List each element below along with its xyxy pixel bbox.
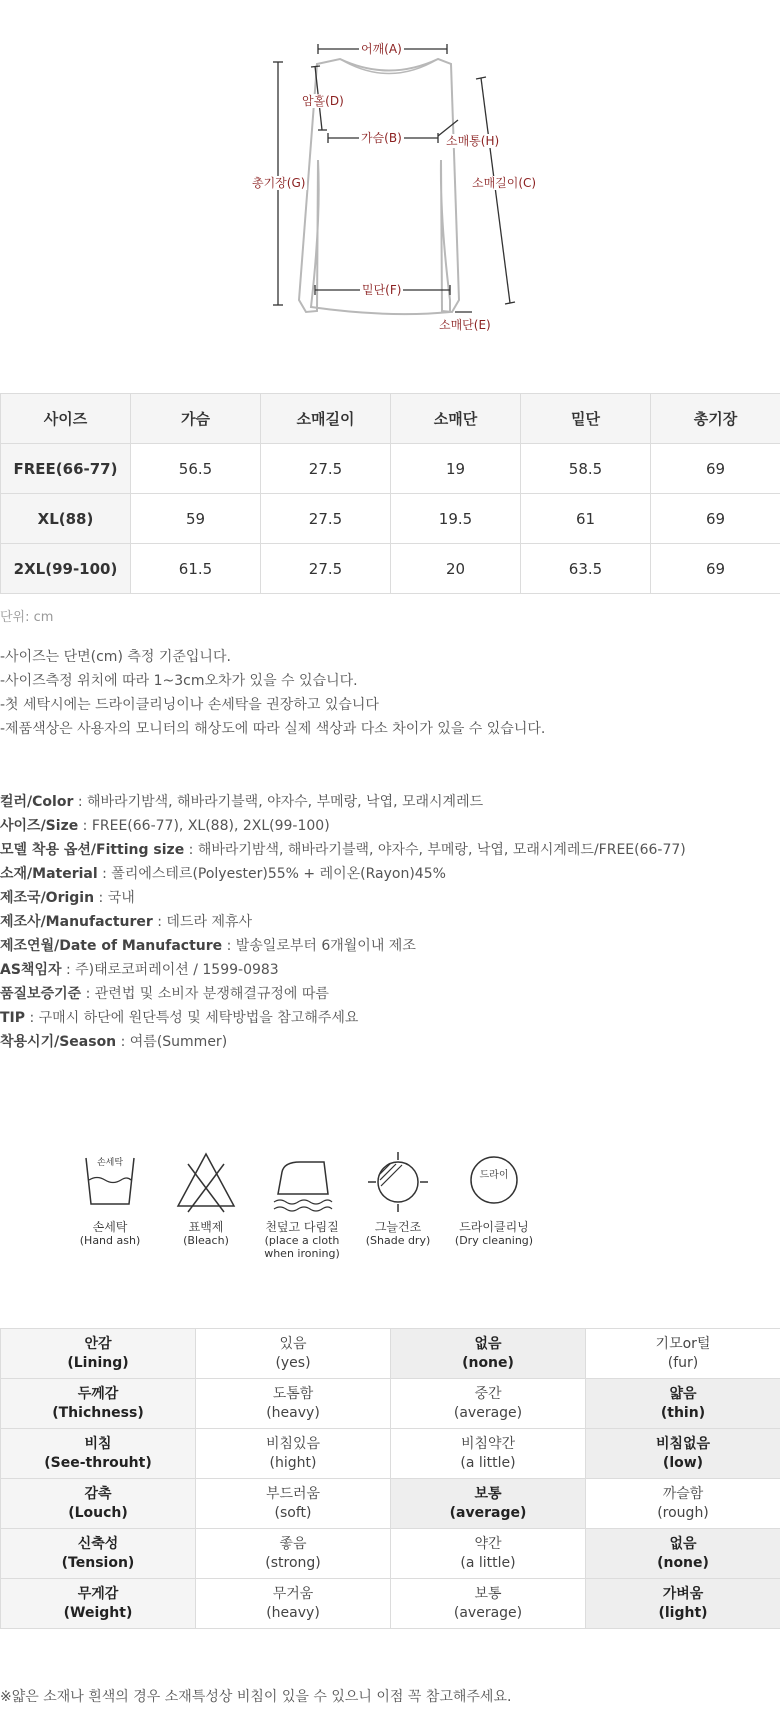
option-en: (average) — [449, 1504, 527, 1521]
spec-value: : 해바라기밤색, 해바라기블랙, 야자수, 부메랑, 낙엽, 모래시계레드 — [73, 794, 484, 810]
table-row — [1, 1379, 780, 1429]
spec-key: 모델 착용 옵션/Fitting size — [0, 842, 185, 858]
spec-value: : 해바라기밤색, 해바라기블랙, 야자수, 부메랑, 낙엽, 모래시계레드/FREE(66-77) — [184, 842, 686, 858]
sleeve-width-label: 소매통(H) — [446, 134, 500, 148]
sleeve-length-cell: 27.5 — [261, 444, 391, 494]
size-diagram — [0, 0, 780, 380]
care-label-ko: 그늘건조 — [374, 1220, 422, 1234]
table-row — [1, 544, 780, 594]
option-ko: 있음 — [279, 1335, 307, 1352]
property-option — [196, 1529, 391, 1579]
spec-key: 착용시기/Season — [0, 1034, 117, 1050]
product-specs — [0, 790, 686, 1054]
spec-row-season — [0, 1030, 686, 1054]
property-head-lining — [1, 1329, 196, 1379]
hem-cell: 61 — [521, 494, 651, 544]
property-head-see-through — [1, 1429, 196, 1479]
option-en: (heavy) — [266, 1604, 320, 1621]
unit-note: 단위: cm — [0, 610, 54, 625]
spec-value: : 데드라 제휴사 — [152, 914, 253, 930]
spec-key: 사이즈/Size — [0, 818, 79, 834]
care-label-ko: 손세탁 — [92, 1220, 128, 1234]
total-length-label: 총기장(G) — [252, 176, 306, 190]
spec-key: 소재/Material — [0, 866, 98, 882]
hand-wash-icon-text: 손세탁 — [96, 1158, 124, 1168]
option-ko: 중간 — [474, 1385, 502, 1402]
care-label-en: (Dry cleaning) — [454, 1234, 534, 1247]
size-cell: 2XL(99-100) — [1, 544, 131, 594]
property-head-weight — [1, 1579, 196, 1629]
property-name-ko: 신축성 — [77, 1535, 119, 1552]
property-option — [391, 1579, 586, 1629]
option-ko: 무거움 — [272, 1585, 314, 1602]
option-en: (thin) — [660, 1404, 706, 1421]
option-en: (heavy) — [266, 1404, 320, 1421]
chest-cell: 59 — [131, 494, 261, 544]
size-cell: FREE(66-77) — [1, 444, 131, 494]
property-head-tension — [1, 1529, 196, 1579]
spec-value: : 구매시 하단에 원단특성 및 세탁방법을 참고해주세요 — [25, 1010, 359, 1026]
chest-cell: 56.5 — [131, 444, 261, 494]
option-ko: 기모or털 — [655, 1335, 711, 1352]
option-en: (strong) — [265, 1554, 321, 1571]
option-en: (fur) — [667, 1354, 699, 1371]
table-row — [1, 1579, 780, 1629]
property-option-selected — [586, 1379, 780, 1429]
property-name-en: (Tension) — [61, 1554, 135, 1571]
fabric-properties-table — [0, 1328, 780, 1629]
property-name-ko: 두께감 — [77, 1385, 119, 1402]
spec-row-origin — [0, 886, 686, 910]
care-hand-wash — [60, 1150, 160, 1247]
care-dry-clean — [444, 1150, 544, 1247]
spec-row-color — [0, 790, 686, 814]
cuff-cell: 19 — [391, 444, 521, 494]
spec-row-size — [0, 814, 686, 838]
option-ko: 가벼움 — [662, 1585, 704, 1602]
spec-key: TIP — [0, 1010, 26, 1026]
care-label-en: (place a cloth when ironing) — [264, 1234, 340, 1260]
option-en: (hight) — [269, 1454, 317, 1471]
property-option-selected — [391, 1329, 586, 1379]
hem-label: 밑단(F) — [362, 283, 402, 297]
sleeve-length-cell: 27.5 — [261, 544, 391, 594]
care-label-en: (Bleach) — [183, 1234, 229, 1247]
size-table — [0, 393, 780, 594]
hand-wash-icon — [80, 1150, 140, 1214]
shade-dry-icon — [366, 1150, 430, 1214]
option-ko: 까슬함 — [662, 1485, 704, 1502]
spec-row-tip — [0, 1006, 686, 1030]
property-option — [586, 1329, 780, 1379]
option-en: (low) — [662, 1454, 704, 1471]
care-no-bleach — [156, 1150, 256, 1247]
property-name-ko: 안감 — [84, 1335, 112, 1352]
spec-key: 제조국/Origin — [0, 890, 95, 906]
property-option — [586, 1479, 780, 1529]
garment-outline-illustration — [0, 0, 780, 380]
option-en: (none) — [657, 1554, 709, 1571]
option-en: (none) — [462, 1354, 514, 1371]
option-ko: 없음 — [474, 1335, 502, 1352]
care-instructions — [60, 1150, 560, 1270]
spec-row-fitting-size — [0, 838, 686, 862]
header-sleeve-length: 소매길이 — [261, 394, 391, 444]
property-head-touch — [1, 1479, 196, 1529]
property-option-selected — [586, 1579, 780, 1629]
armhole-label: 암홀(D) — [302, 94, 344, 108]
option-ko: 비침있음 — [265, 1435, 321, 1452]
property-option — [391, 1529, 586, 1579]
size-notes — [0, 645, 545, 741]
spec-value: : 여름(Summer) — [116, 1034, 228, 1050]
option-en: (average) — [453, 1604, 523, 1621]
property-option — [196, 1379, 391, 1429]
care-label-ko: 드라이클리닝 — [459, 1220, 529, 1234]
option-ko: 없음 — [669, 1535, 697, 1552]
property-name-en: (Thichness) — [52, 1404, 144, 1421]
care-label-en: (Shade dry) — [365, 1234, 431, 1247]
table-row — [1, 1529, 780, 1579]
option-en: (a little) — [460, 1454, 516, 1471]
spec-value: : 주)태로코퍼레이션 / 1599-0983 — [61, 962, 279, 978]
spec-key: AS책임자 — [0, 962, 62, 978]
dry-clean-icon-text: 드라이 — [479, 1170, 509, 1181]
hem-cell: 63.5 — [521, 544, 651, 594]
table-row — [1, 1329, 780, 1379]
header-size: 사이즈 — [1, 394, 131, 444]
dry-clean-icon — [462, 1150, 526, 1214]
care-label-en: (Hand ash) — [79, 1234, 141, 1247]
table-row — [1, 444, 780, 494]
spec-value: : 관련법 및 소비자 분쟁해결규정에 따름 — [81, 986, 329, 1002]
spec-key: 품질보증기준 — [0, 986, 82, 1002]
property-name-en: (Lining) — [67, 1354, 129, 1371]
shoulder-label: 어깨(A) — [361, 42, 402, 56]
spec-key: 제조연월/Date of Manufacture — [0, 938, 223, 954]
spec-value: : 발송일로부터 6개월이내 제조 — [222, 938, 416, 954]
property-name-ko: 비침 — [84, 1435, 112, 1452]
property-option — [196, 1429, 391, 1479]
cuff-cell: 19.5 — [391, 494, 521, 544]
hem-cell: 58.5 — [521, 444, 651, 494]
sleeve-length-label: 소매길이(C) — [472, 176, 537, 190]
spec-key: 컬러/Color — [0, 794, 74, 810]
care-iron — [252, 1150, 352, 1260]
option-en: (light) — [658, 1604, 708, 1621]
spec-value: : 폴리에스테르(Polyester)55% + 레이온(Rayon)45% — [97, 866, 446, 882]
cuff-label: 소매단(E) — [439, 318, 491, 332]
property-option-selected — [586, 1429, 780, 1479]
total-length-cell: 69 — [651, 544, 780, 594]
spec-row-manufacturer — [0, 910, 686, 934]
property-name-en: (See-throuht) — [44, 1454, 152, 1471]
property-name-en: (Weight) — [63, 1604, 133, 1621]
total-length-cell: 69 — [651, 444, 780, 494]
header-cuff: 소매단 — [391, 394, 521, 444]
spec-value: : 국내 — [94, 890, 135, 906]
property-option — [196, 1579, 391, 1629]
iron-icon — [270, 1150, 334, 1214]
header-chest: 가슴 — [131, 394, 261, 444]
property-option — [391, 1379, 586, 1429]
sleeve-length-cell: 27.5 — [261, 494, 391, 544]
spec-row-quality — [0, 982, 686, 1006]
footer-note: ※얇은 소재나 흰색의 경우 소재특성상 비침이 있을 수 있으니 이점 꼭 참고해주세요. — [0, 1689, 512, 1705]
option-ko: 도톰함 — [272, 1385, 314, 1402]
option-ko: 약간 — [474, 1535, 502, 1552]
property-head-thickness — [1, 1379, 196, 1429]
property-option — [391, 1429, 586, 1479]
note-line: -제품색상은 사용자의 모니터의 해상도에 따라 실제 색상과 다소 차이가 있을 수 있습니다. — [0, 721, 546, 737]
property-name-ko: 감촉 — [84, 1485, 112, 1502]
care-label-ko: 표백제 — [188, 1220, 224, 1234]
chest-cell: 61.5 — [131, 544, 261, 594]
header-hem: 밑단 — [521, 394, 651, 444]
option-en: (yes) — [275, 1354, 311, 1371]
total-length-cell: 69 — [651, 494, 780, 544]
size-table-header-row — [1, 394, 780, 444]
option-ko: 좋음 — [279, 1535, 307, 1552]
option-ko: 보통 — [474, 1585, 502, 1602]
table-row — [1, 1479, 780, 1529]
property-option-selected — [586, 1529, 780, 1579]
property-name-en: (Louch) — [68, 1504, 128, 1521]
option-ko: 비침없음 — [655, 1435, 711, 1452]
property-option — [196, 1479, 391, 1529]
option-en: (soft) — [274, 1504, 312, 1521]
property-option-selected — [391, 1479, 586, 1529]
spec-row-as — [0, 958, 686, 982]
table-row — [1, 494, 780, 544]
care-shade-dry — [348, 1150, 448, 1247]
spec-value: : FREE(66-77), XL(88), 2XL(99-100) — [78, 818, 330, 834]
header-total-length: 총기장 — [651, 394, 780, 444]
spec-row-date — [0, 934, 686, 958]
option-ko: 부드러움 — [265, 1485, 321, 1502]
option-en: (a little) — [460, 1554, 516, 1571]
option-ko: 보통 — [474, 1485, 502, 1502]
option-en: (average) — [453, 1404, 523, 1421]
property-name-ko: 무게감 — [77, 1585, 119, 1602]
table-row — [1, 1429, 780, 1479]
option-ko: 얇음 — [669, 1385, 697, 1402]
spec-key: 제조사/Manufacturer — [0, 914, 153, 930]
chest-label: 가슴(B) — [361, 131, 402, 145]
no-bleach-icon — [174, 1150, 238, 1214]
spec-row-material — [0, 862, 686, 886]
property-option — [196, 1329, 391, 1379]
cuff-cell: 20 — [391, 544, 521, 594]
care-label-ko: 천덮고 다림질 — [265, 1220, 339, 1234]
note-line: -사이즈는 단면(cm) 측정 기준입니다. — [0, 649, 231, 665]
size-cell: XL(88) — [1, 494, 131, 544]
note-line: -첫 세탁시에는 드라이클리닝이나 손세탁을 권장하고 있습니다 — [0, 697, 379, 713]
option-en: (rough) — [657, 1504, 709, 1521]
option-ko: 비침약간 — [460, 1435, 516, 1452]
note-line: -사이즈측정 위치에 따라 1~3cm오차가 있을 수 있습니다. — [0, 673, 358, 689]
